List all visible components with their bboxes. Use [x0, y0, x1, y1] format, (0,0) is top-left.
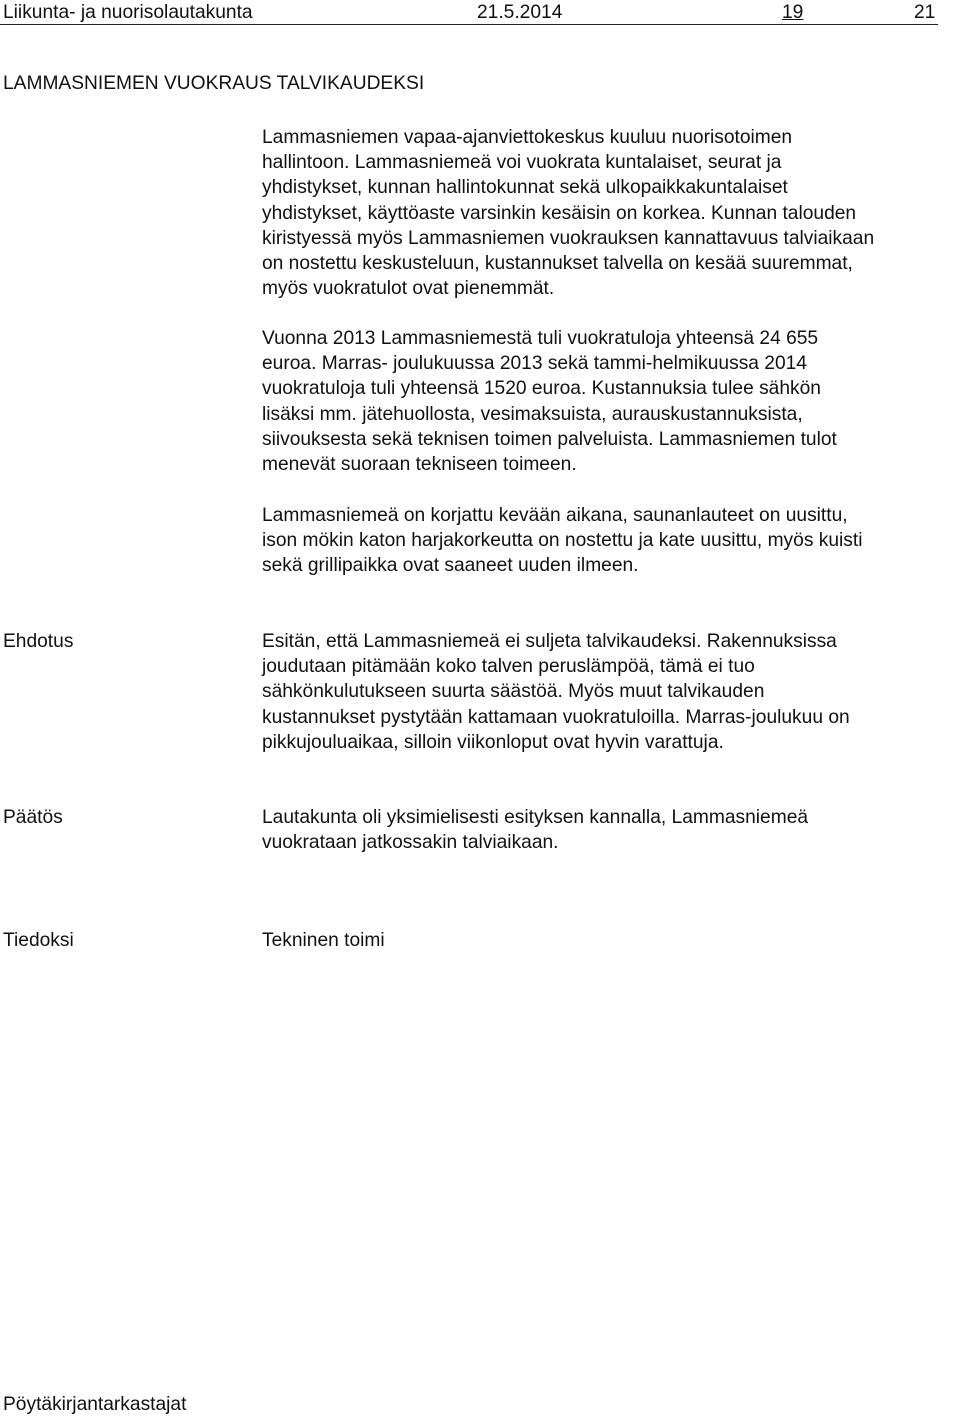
info-label: Tiedoksi — [3, 930, 74, 951]
revenue-line: euroa. Marras- joulukuussa 2013 sekä tammi-helmikuussa 2014 — [262, 353, 807, 375]
decision-line: vuokrataan jatkossakin talviaikaan. — [262, 832, 559, 854]
proposal-line: Esitän, että Lammasniemeä ei suljeta talvikaudeksi. Rakennuksissa — [262, 631, 837, 652]
proposal-line: pikkujouluaikaa, silloin viikonloput ovat hyvin varattuja. — [262, 731, 724, 753]
intro-line: on nostettu keskusteluun, kustannukset talvella on kesää suuremmat, — [262, 253, 853, 275]
repairs-line: Lammasniemeä on korjattu kevään aikana, saunanlauteet on uusittu, — [262, 505, 848, 526]
intro-line: Lammasniemen vapaa-ajanviettokeskus kuuluu nuorisotoimen — [262, 127, 793, 148]
decision-text — [262, 805, 960, 855]
proposal-label: Ehdotus — [3, 631, 74, 652]
repairs-line: ison mökin katon harjakorkeutta on nostettu ja kate uusittu, myös kuisti — [262, 530, 863, 552]
proposal-line: kustannukset pystytään kattamaan vuokratuloilla. Marras-joulukuu on — [262, 706, 850, 728]
repairs-paragraph — [262, 503, 960, 579]
revenue-line: Vuonna 2013 Lammasniemestä tuli vuokratuloja yhteensä 24 655 — [262, 328, 819, 349]
intro-line: kiristyessä myös Lammasniemen vuokrauksen kannattavuus talviaikaan — [262, 227, 875, 249]
revenue-line: vuokratuloja tuli yhteensä 1520 euroa. Kustannuksia tulee sähkön — [262, 378, 821, 400]
header-section-number: 19 — [782, 2, 804, 23]
proposal-text — [262, 629, 960, 755]
revenue-line: lisäksi mm. jätehuollosta, vesimaksuista, aurauskustannuksista, — [262, 403, 803, 425]
repairs-line: sekä grillipaikka ovat saaneet uuden ilmeen. — [262, 555, 639, 577]
intro-line: yhdistykset, käyttöaste varsinkin kesäisin on korkea. Kunnan talouden — [262, 202, 857, 224]
revenue-line: menevät suoraan tekniseen toimeen. — [262, 454, 577, 476]
decision-label: Päätös — [3, 807, 63, 828]
header-committee: Liikunta- ja nuorisolautakunta — [3, 2, 253, 23]
header-page-number: 21 — [914, 2, 936, 23]
header-date: 21.5.2014 — [477, 2, 563, 23]
header-rule — [0, 24, 938, 25]
document-title: LAMMASNIEMEN VUOKRAUS TALVIKAUDEKSI — [3, 73, 425, 94]
intro-line: yhdistykset, kunnan hallintokunnat sekä ulkopaikkakuntalaiset — [262, 177, 788, 199]
intro-line: hallintoon. Lammasniemeä voi vuokrata kuntalaiset, seurat ja — [262, 152, 782, 174]
intro-line: myös vuokratulot ovat pienemmät. — [262, 278, 555, 300]
info-value: Tekninen toimi — [262, 930, 385, 951]
decision-line: Lautakunta oli yksimielisesti esityksen kannalla, Lammasniemeä — [262, 807, 809, 828]
proposal-line: sähkönkulutukseen suurta säästöä. Myös muut talvikauden — [262, 681, 765, 703]
intro-paragraph — [262, 125, 960, 301]
footer-reviewers: Pöytäkirjantarkastajat — [3, 1394, 187, 1415]
revenue-paragraph — [262, 326, 960, 477]
proposal-line: joudutaan pitämään koko talven peruslämpöä, tämä ei tuo — [262, 656, 755, 678]
revenue-line: siivouksesta sekä teknisen toimen palveluista. Lammasniemen tulot — [262, 428, 837, 450]
